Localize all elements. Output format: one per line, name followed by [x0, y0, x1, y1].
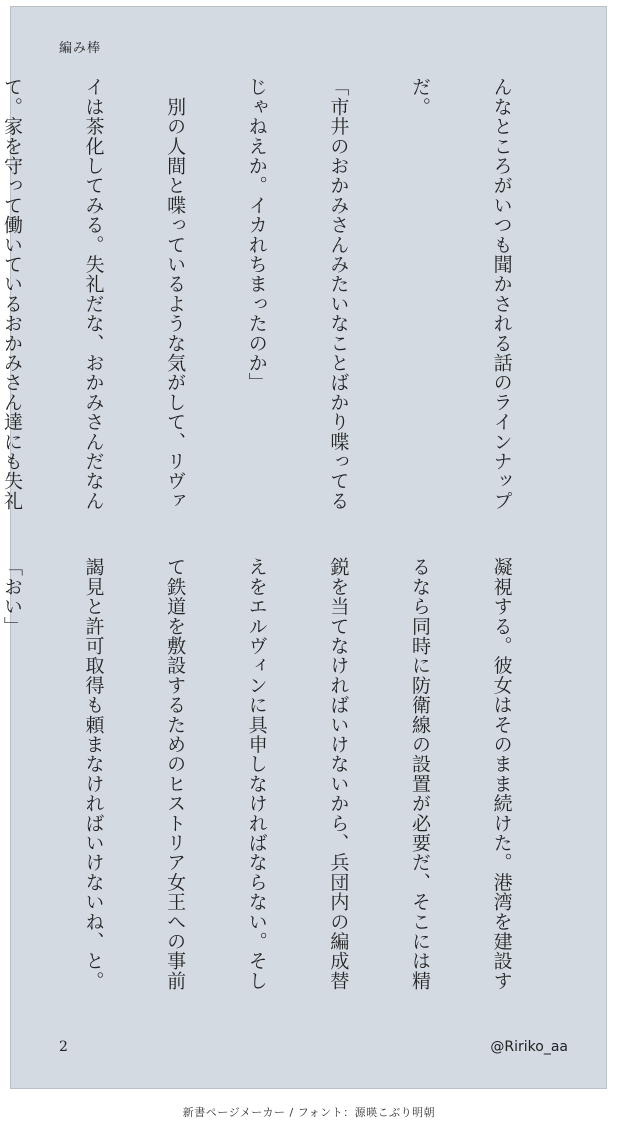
- text-line: イは茶化してみる。失礼だな、おかみさんだなん: [82, 77, 105, 511]
- footer-credit: 新書ページメーカー / フォント：源暎こぶり明朝: [182, 1106, 436, 1119]
- text-line: んなところがいつも聞かされる話のラインナップ: [490, 77, 513, 511]
- text-line: えをエルヴィンに具申しなければならない。そし: [245, 557, 268, 991]
- page-number: 2: [59, 1039, 68, 1055]
- text-line: 「市井のおかみさんみたいなことばかり喋ってる: [327, 77, 350, 511]
- text-block-top: [0, 77, 569, 539]
- text-line: て鉄道を敷設するためのヒストリア女王への事前: [164, 557, 187, 991]
- text-line: 別の人間と喋っているような気がして、リヴァ: [164, 77, 187, 511]
- page-title: 編み棒: [59, 41, 102, 56]
- text-line: 謁見と許可取得も頼まなければいけないね、と。: [82, 557, 105, 991]
- text-line: 鋭を当てなければいけないから、兵団内の編成替: [327, 557, 350, 991]
- text-line: だ。: [408, 77, 431, 117]
- text-line: 凝視する。彼女はそのまま続けた。港湾を建設す: [490, 557, 513, 991]
- text-line: るなら同時に防衛線の設置が必要だ、そこには精: [408, 557, 431, 991]
- author-handle: @Ririko_aa: [490, 1039, 568, 1055]
- text-block-bottom: [0, 557, 569, 1019]
- vertical-text-bottom: [0, 557, 569, 1019]
- text-line: じゃねえか。イカれちまったのか」: [245, 77, 268, 393]
- text-line: 「おい」: [0, 557, 23, 636]
- vertical-text-top: [0, 77, 569, 539]
- manuscript-page: [0, 6, 607, 1089]
- text-line: て。家を守って働いているおかみさん達にも失礼: [0, 77, 23, 511]
